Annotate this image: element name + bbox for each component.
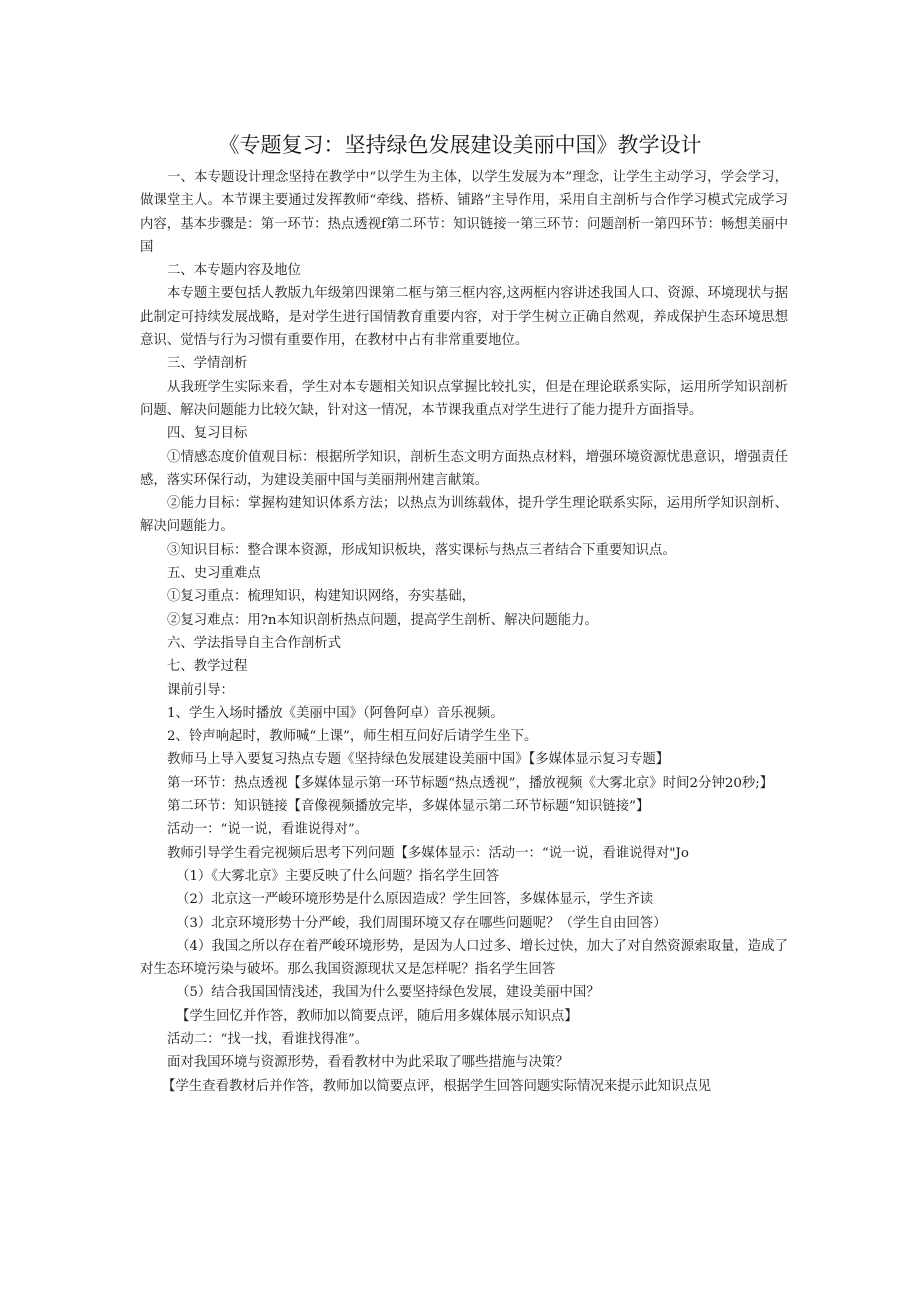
paragraph-key-point: ①复习重点：梳理知识，构建知识网络，夯实基础，	[167, 589, 475, 605]
paragraph-question-2: （2）北京这一严峻环境形势是什么原因造成？学生回答，多媒体显示，学生齐读	[176, 892, 654, 908]
paragraph-student-answer: 【学生回忆并作答，教师加以简要点评，随后用多媒体展示知识点】	[176, 1008, 578, 1024]
paragraph-measures-question: 面对我国环境与资源形势，看看教材中为此采取了哪些措施与决策？	[167, 1055, 569, 1071]
paragraph-introduce-topic: 教师马上导入要复习热点专题《坚持绿色发展建设美丽中国》【多媒体显示复习专题】	[167, 752, 670, 768]
paragraph-goal-ability: ②能力目标：掌握构建知识体系方法；以热点为训练载体，提升学生理论联系实际，运用所学知识剖析、解决问题能力。	[140, 496, 788, 535]
section-heading-content-position: 二、本专题内容及地位	[167, 263, 301, 279]
paragraph-question-5: （5）结合我国国情浅述，我国为什么要坚持绿色发展，建设美丽中国？	[176, 985, 600, 1001]
section-heading-method: 六、学法指导自主合作剖析式	[167, 635, 342, 651]
paragraph-goal-emotion: ①情感态度价值观目标：根据所学知识，剖析生态文明方面热点材料，增强环境资源忧患意识，增强责任感，落实环保行动，为建设美丽中国与美丽荆州建言献策。	[140, 449, 788, 488]
section-heading-key-points: 五、史习重难点	[167, 566, 261, 582]
paragraph-content-position: 本专题主要包括人教版九年级第四课第二框与第三框内容,这两框内容讲述我国人口、资源、环境现状与据此制定可持续发展战略，是对学生进行国情教育重要内容，对于学生树立正确自然观，养成保护生态环境思想意识、觉悟与行为习惯有重要作用，在教材中占有非常重要地位。	[140, 286, 788, 349]
document-title: 《专题复习：坚持绿色发展建设美丽中国》教学设计	[218, 133, 702, 157]
paragraph-textbook-answer: 【学生查看教材后并作答，教师加以简要点评，根据学生回答问题实际情况来提示此知识点见	[162, 1078, 712, 1094]
paragraph-stage-1: 第一环节：热点透视【多媒体显示第一环节标题“热点透视”，播放视频《大雾北京》时间2分钟20秒;】	[167, 775, 774, 791]
section-heading-review-goals: 四、复习目标	[167, 426, 248, 442]
paragraph-difficult-point: ②复习难点：用?n本知识剖析热点问题，提高学生剖析、解决问题能力。	[167, 612, 598, 628]
paragraph-question-4: （4）我国之所以存在着严峻环境形势，是因为人口过多、增长过快，加大了对自然资源索取量，造成了对生态环境污染与破坏。那么我国资源现状又是怎样呢？指名学生回答	[140, 938, 788, 978]
paragraph-pre-class: 课前引导：	[167, 682, 234, 698]
paragraph-activity-2: 活动二：“找一找，看谁找得准”。	[167, 1031, 369, 1047]
paragraph-guide-questions: 教师引导学生看完视频后思考下列问题【多媒体显示：活动一：“说一说，看谁说得对"Jo	[167, 845, 689, 861]
paragraph-stage-2: 第二环节：知识链接【音像视频播放完毕，多媒体显示第二环节标题“知识链接”】	[167, 799, 650, 815]
paragraph-question-1: （1）《大雾北京》主要反映了什么问题？指名学生回答	[176, 868, 500, 884]
paragraph-question-3: （3）北京环境形势十分严峻，我们周围环境又存在哪些问题呢？（学生自由回答）	[176, 915, 667, 931]
paragraph-goal-knowledge: ③知识目标：整合课本资源，形成知识板块，落实课标与热点三者结合下重要知识点。	[167, 542, 676, 558]
paragraph-activity-1: 活动一：“说一说，看谁说得对”。	[167, 822, 369, 838]
paragraph-step-1: 1、学生入场时播放《美丽中国》（阿鲁阿卓）音乐视频。	[167, 705, 504, 721]
section-heading-process: 七、教学过程	[167, 659, 248, 675]
paragraph-design-concept: 一、本专题设计理念坚持在教学中“以学生为主体，以学生发展为本”理念，让学生主动学习，学会学习，做课堂主人。本节课主要通过发挥教师“牵线、搭桥、铺路”主导作用，采用自主剖析与合作学习模式完成学习内容，基本步骤是：第一环节：热点透视f第二环节：知识链接一第三环节：问题剖析一第四环节：畅想美丽中国	[140, 170, 788, 255]
paragraph-step-2: 2、铃声响起时，教师喊“上课”，师生相互问好后请学生坐下。	[167, 729, 538, 745]
paragraph-learner-analysis: 从我班学生实际来看，学生对本专题相关知识点掌握比较扎实，但是在理论联系实际，运用所学知识剖析问题、解决问题能力比较欠缺，针对这一情况，本节课我重点对学生进行了能力提升方面指导。	[140, 379, 788, 418]
document-body	[140, 166, 788, 1098]
section-heading-learner-analysis: 三、学情剖析	[167, 356, 248, 372]
